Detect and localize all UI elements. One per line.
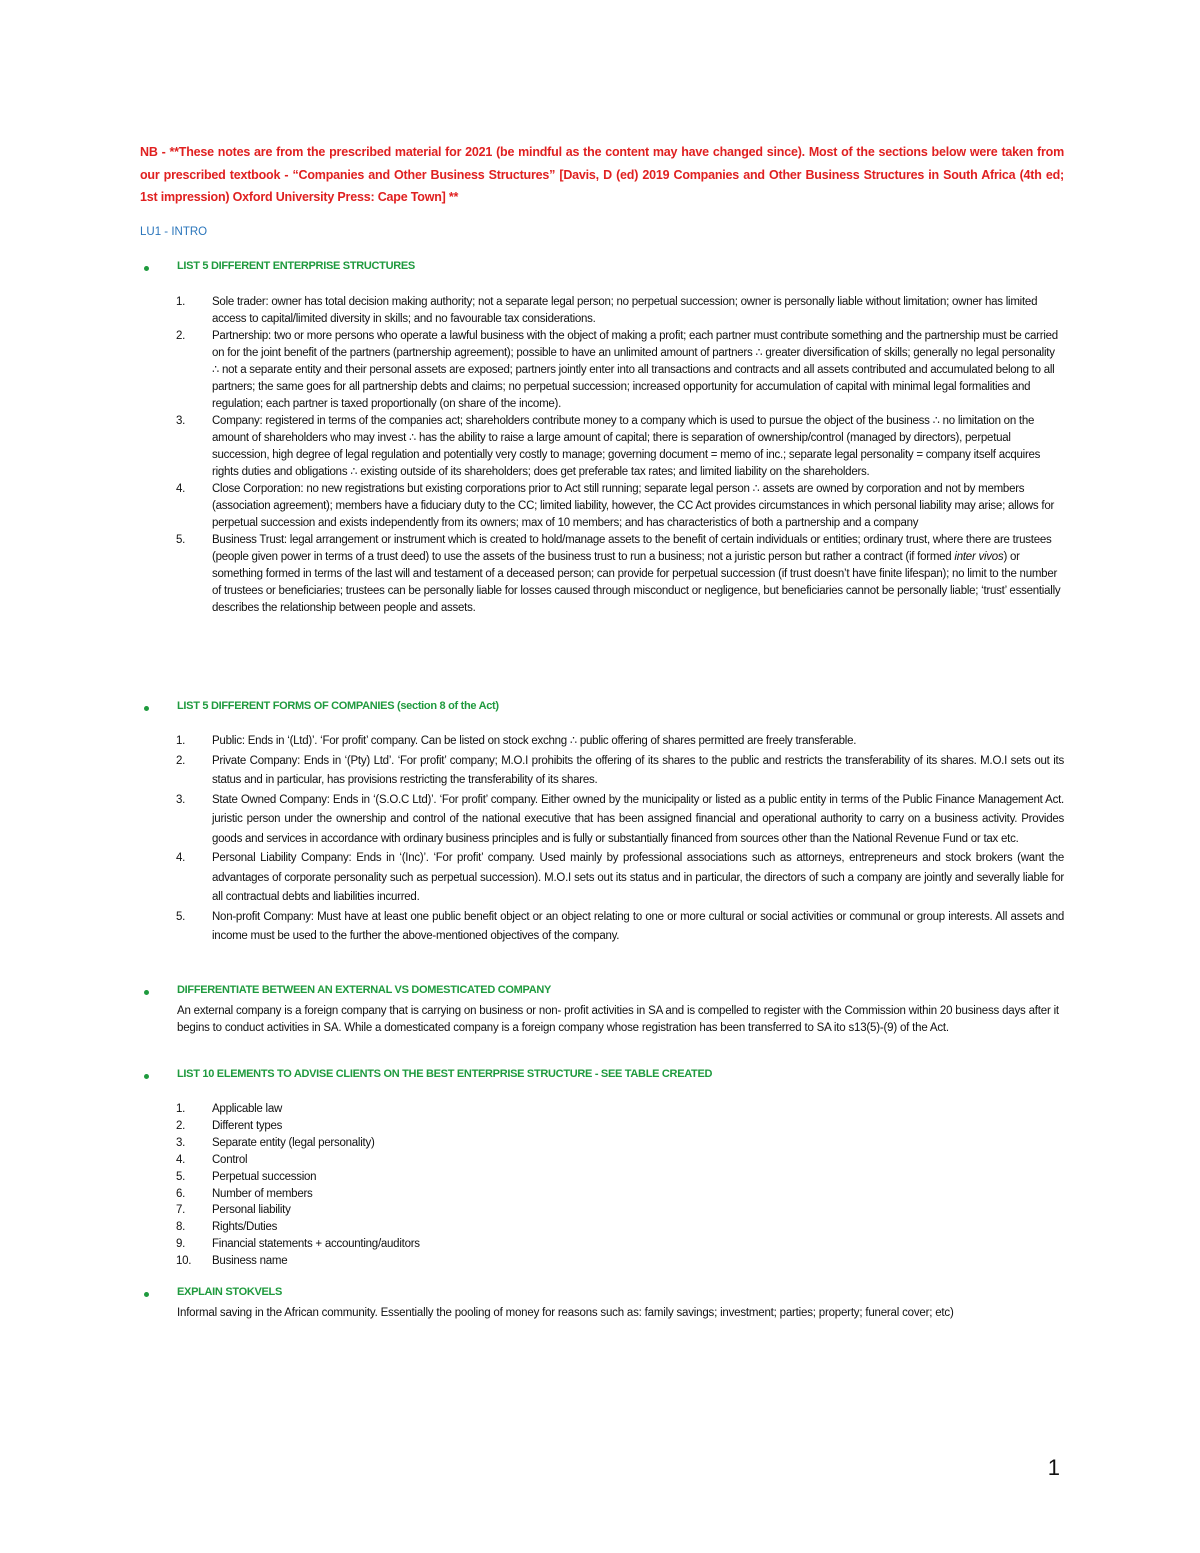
- list-item: 5. Non-profit Company: Must have at least one public benefit object or an object relating to one or more cultural or social activities or communal or group interests. All assets and income must be used to the further the above-mentioned objectives of the company.: [176, 910, 1064, 942]
- section-paragraph: Informal saving in the African community. Essentially the pooling of money for reasons such as: family savings; investment; parties; property; funeral cover; etc): [177, 1307, 954, 1319]
- bullet-icon: [144, 990, 149, 995]
- list-item: 5. Perpetual succession: [176, 1170, 317, 1183]
- section-stokvels: [140, 1286, 1064, 1322]
- list-item: 3. Company: registered in terms of the companies act; shareholders contribute money to a company which is used to pursue the object of the business ∴ no limitation on the amount of shareholders who may invest ∴ has the ability to raise a large amount of capital; there is separation of ownership/control (managed by directors), perpetual succession, high degree of legal regulation and potentially very costly to manage; governing document = memo of inc.; separate legal personality = company itself acquires rights duties and obligations ∴ existing outside of its shareholders; does get preferable tax rates; and limited liability on the shareholders.: [176, 415, 1041, 478]
- list-item: 4. Control: [176, 1153, 248, 1166]
- bullet-icon: [144, 1292, 149, 1297]
- numbered-list: [140, 294, 1064, 617]
- list-item: 1. Applicable law: [176, 1103, 283, 1115]
- list-item: 9. Financial statements + accounting/auditors: [176, 1238, 420, 1251]
- section-heading: LIST 10 ELEMENTS TO ADVISE CLIENTS ON THE BEST ENTERPRISE STRUCTURE - SEE TABLE CREATED: [177, 1068, 713, 1080]
- section-enterprise-structures: [140, 260, 1064, 617]
- numbered-list: [140, 732, 1064, 947]
- unit-title: LU1 - INTRO: [140, 226, 208, 238]
- list-item: 3. State Owned Company: Ends in ‘(S.O.C Ltd)’. ‘For profit’ company. Either owned by the municipality or listed as a public entity in terms of the Public Finance Management Act. juristic person under the ownership and control of the national executive that has been assigned financial and operational authority to carry on a business activity. Provides goods and services in accordance with ordinary business principles and is fully or substantially financed from sources other than the National Revenue Fund or tax etc.: [176, 793, 1064, 845]
- list-item: 5. Business Trust: legal arrangement or instrument which is created to hold/manage assets to the benefit of certain individuals or entities; ordinary trust, where there are trustees (people given power in terms of a trust deed) to use the assets of the business trust to run a business; not a juristic person but rather a contract (if formed inter vivos) or something formed in terms of the last will and testament of a deceased person; can provide for perpetual succession (if trust doesn’t have finite lifespan); no limit to the number of trustees or beneficiaries; trustees can be personally liable for losses caused through misconduct or negligence, but beneficiaries cannot be personally liable; ‘trust’ essentially describes the relationship between people and assets.: [176, 534, 1061, 614]
- list-item: 2. Private Company: Ends in ‘(Pty) Ltd’. ‘For profit’ company; M.O.I prohibits the offering of its shares to the public and restricts the transferability of its shares. M.O.I sets out its status and in particular, has provisions restricting the transferability of its shares.: [176, 754, 1064, 786]
- list-item: 1. Sole trader: owner has total decision making authority; not a separate legal person; no perpetual succession; owner is personally liable without limitation; owner has limited access to capital/limited diversity in skills; and no favourable tax considerations.: [176, 296, 1038, 325]
- section-heading: EXPLAIN STOKVELS: [177, 1286, 283, 1298]
- bullet-icon: [144, 266, 149, 271]
- list-item: 2. Different types: [176, 1119, 283, 1132]
- section-heading: LIST 5 DIFFERENT ENTERPRISE STRUCTURES: [177, 260, 415, 272]
- section-external-vs-domesticated: [140, 984, 1064, 1037]
- section-heading: LIST 5 DIFFERENT FORMS OF COMPANIES (section 8 of the Act): [177, 700, 499, 712]
- list-item: 1. Public: Ends in ‘(Ltd)’. ‘For profit’ company. Can be listed on stock exchng ∴ public offering of shares permitted are freely transferable.: [176, 735, 857, 747]
- section-heading: DIFFERENTIATE BETWEEN AN EXTERNAL VS DOMESTICATED COMPANY: [177, 984, 552, 996]
- list-item: 7. Personal liability: [176, 1204, 291, 1217]
- section-forms-of-companies: [140, 700, 1064, 947]
- list-item: 2. Partnership: two or more persons who operate a lawful business with the object of making a profit; each partner must contribute something and the partnership must be carried on for the joint benefit of the partners (partnership agreement); possible to have an unlimited amount of partners ∴ greater diversification of skills; generally no legal personality ∴ not a separate entity and their personal assets are exposed; partners jointly enter into all transactions and contracts and all assets contributed and accumulated belong to all partners; the same goes for all partnership debts and claims; no perpetual succession; increased opportunity for accumulation of capital with minimal legal formalities and regulation; each partner is taxed proportionally (on share of the income).: [176, 330, 1058, 410]
- list-item: 10. Business name: [176, 1255, 288, 1268]
- list-item: 6. Number of members: [176, 1187, 313, 1200]
- section-ten-elements: [140, 1068, 1064, 1270]
- numbered-list: [140, 1101, 1064, 1270]
- page-number: 1: [1047, 1455, 1060, 1480]
- bullet-icon: [144, 1074, 149, 1079]
- list-item: 4. Close Corporation: no new registrations but existing corporations prior to Act still running; separate legal person ∴ assets are owned by corporation and not by members (association agreement); members have a fiduciary duty to the CC; limited liability, however, the CC Act provides circumstances in which personal liability may arise; allows for perpetual succession and exists independently from its owners; max of 10 members; and has characteristics of both a partnership and a company: [176, 483, 1055, 529]
- list-item: 8. Rights/Duties: [176, 1221, 278, 1234]
- list-item: 4. Personal Liability Company: Ends in ‘(Inc)’. ‘For profit’ company. Used mainly by professional associations such as attorneys, entrepreneurs and stock brokers (want the advantages of corporate personality such as perpetual succession). M.O.I sets out its status and in particular, the directors of such a company are jointly and severally liable for all contractual debts and liabilities incurred.: [176, 852, 1064, 903]
- bullet-icon: [144, 706, 149, 711]
- list-item: 3. Separate entity (legal personality): [176, 1136, 375, 1149]
- disclaimer-note: NB - **These notes are from the prescribed material for 2021 (be mindful as the content may have changed since). Most of the sections below were taken from our prescribed textbook - “Companies and Other Business Structures” [Davis, D (ed) 2019 Companies and Other Business Structures in South Africa (4th ed; 1st impression) Oxford University Press: Cape Town] **: [140, 145, 1064, 204]
- section-paragraph: An external company is a foreign company that is carrying on business or non- profit activities in SA and is compelled to register with the Commission within 20 business days after it begins to conduct activities in SA. While a domesticated company is a foreign company whose registration has been transferred to SA ito s13(5)-(9) of the Act.: [177, 1005, 1059, 1034]
